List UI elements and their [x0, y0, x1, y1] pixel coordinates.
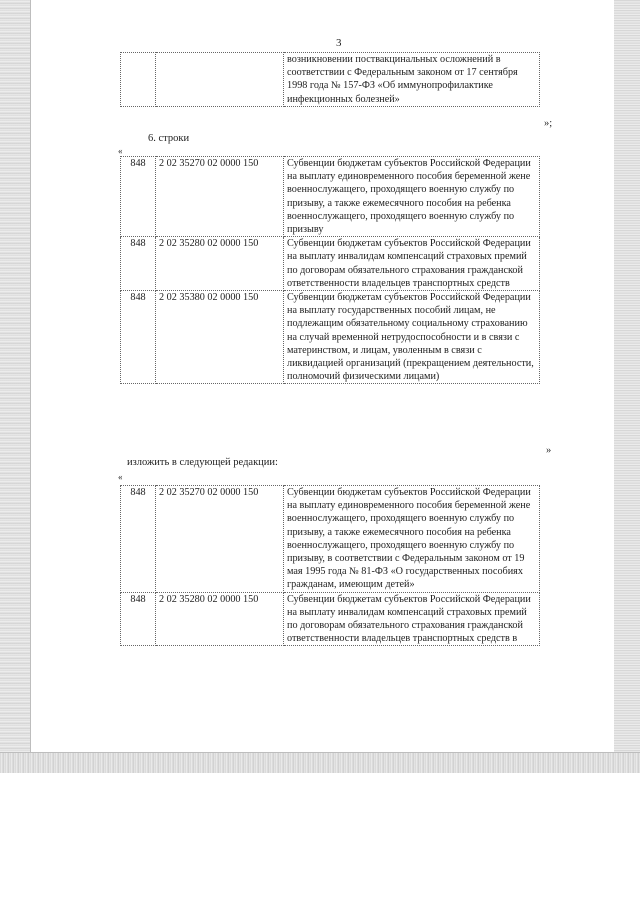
kbk-cell: [156, 53, 284, 107]
instruction-text: изложить в следующей редакции:: [127, 457, 278, 468]
opening-quote: «: [118, 472, 123, 482]
code-cell: 848: [121, 592, 156, 646]
table-row: [121, 486, 540, 593]
closing-quote: »: [546, 445, 552, 456]
section-heading: 6. строки: [148, 133, 190, 144]
description-cell: Субвенции бюджетам субъектов Российской Федерации на выплату единовременного пособия беременной жене военнослужащего, проходящего военную службу по призыву, а также ежемесячного пособия на ребенка военнослужащего, проходящего военную службу по призыву, в соответствии с Федеральным законом от 19 мая 1995 года № 81-ФЗ «О государственных пособиях гражданам, имеющим детей»: [284, 486, 540, 593]
old-rows-table: [120, 156, 540, 384]
description-cell: Субвенции бюджетам субъектов Российской Федерации на выплату государственных пособий лицам, не подлежащим обязательному социальному страхованию на случай временной нетрудоспособности и в связи с материнством, и лицам, уволенным в связи с ликвидацией организаций (прекращением деятельности, полномочий физическими лицами): [284, 291, 540, 384]
description-cell: Субвенции бюджетам субъектов Российской Федерации на выплату инвалидам компенсаций страховых премий по договорам обязательного страхования гражданской ответственности владельцев транспортных средств: [284, 237, 540, 291]
code-cell: 848: [121, 486, 156, 593]
code-cell: 848: [121, 237, 156, 291]
opening-quote: «: [118, 146, 123, 156]
new-rows-table: [120, 485, 540, 646]
kbk-cell: 2 02 35280 02 0000 150: [156, 592, 284, 646]
description-cell: Субвенции бюджетам субъектов Российской Федерации на выплату единовременного пособия беременной жене военнослужащего, проходящего военную службу по призыву, а также ежемесячного пособия на ребенка военнослужащего, проходящего военную службу по призыву: [284, 157, 540, 237]
code-cell: 848: [121, 291, 156, 384]
description-cell: Субвенции бюджетам субъектов Российской Федерации на выплату инвалидам компенсаций страховых премий по договорам обязательного страхования гражданской ответственности владельцев транспортных средств в: [284, 592, 540, 646]
code-cell: [121, 53, 156, 107]
kbk-cell: 2 02 35270 02 0000 150: [156, 486, 284, 593]
table-row: [121, 291, 540, 384]
kbk-cell: 2 02 35270 02 0000 150: [156, 157, 284, 237]
continuation-table: [120, 52, 540, 107]
table-row: [121, 157, 540, 237]
scan-edge-left: [0, 0, 31, 772]
table-row: [121, 53, 540, 107]
closing-quote: »;: [544, 118, 553, 129]
code-cell: 848: [121, 157, 156, 237]
description-cell: возникновении поствакцинальных осложнений в соответствии с Федеральным законом от 17 сентября 1998 года № 157-ФЗ «Об иммунопрофилактике инфекционных болезней»: [284, 53, 540, 107]
table-row: [121, 237, 540, 291]
scan-edge-right: [613, 0, 640, 772]
table-row: [121, 592, 540, 646]
kbk-cell: 2 02 35280 02 0000 150: [156, 237, 284, 291]
scan-edge-bottom: [0, 752, 640, 773]
kbk-cell: 2 02 35380 02 0000 150: [156, 291, 284, 384]
page-number: 3: [336, 37, 342, 49]
